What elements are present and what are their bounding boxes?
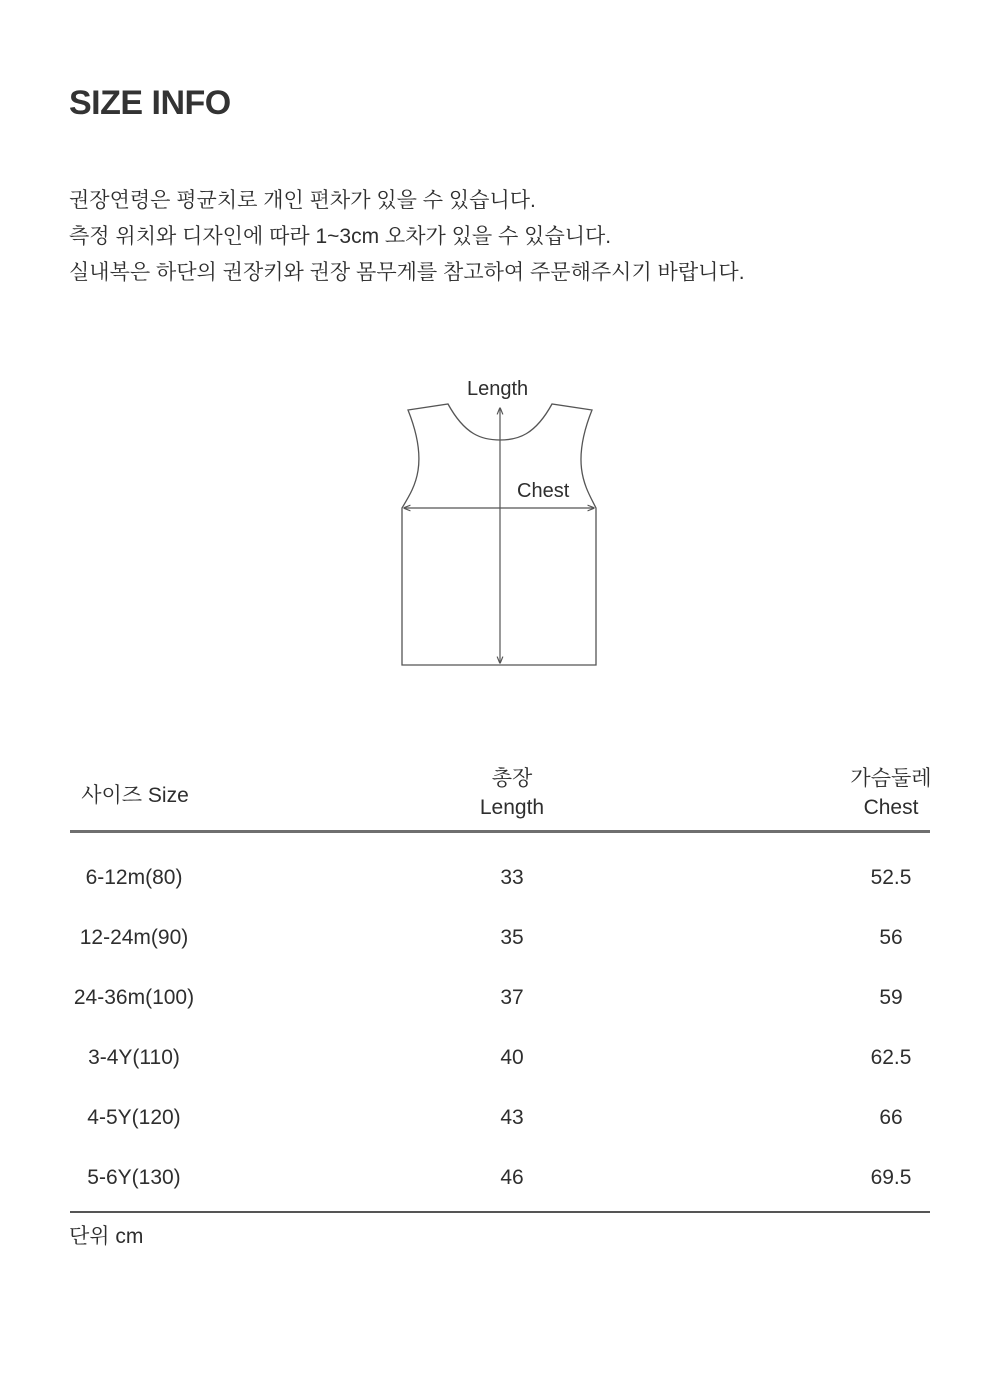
table-bottom-divider [70,1211,930,1213]
table-row [70,1148,930,1208]
cell-length: 46 [500,1166,524,1189]
cell-length: 35 [500,926,524,949]
cell-size: 3-4Y(110) [88,1046,180,1069]
cell-chest: 69.5 [870,1166,912,1189]
notes [69,183,745,291]
cell-length: 40 [500,1046,524,1069]
cell-size: 5-6Y(130) [87,1166,181,1189]
cell-chest: 56 [879,926,903,949]
table-row [70,908,930,968]
note-line: 권장연령은 평균치로 개인 편차가 있을 수 있습니다. [69,189,536,212]
cell-chest: 59 [879,986,903,1009]
cell-size: 12-24m(90) [79,926,189,949]
table-row [70,1028,930,1088]
cell-length: 37 [500,986,524,1009]
note-line: 실내복은 하단의 권장키와 권장 몸무게를 참고하여 주문해주시기 바랍니다. [69,261,745,284]
header-chest [841,764,941,822]
header-length-ko: 총장 [491,767,533,790]
length-label: Length [467,378,529,400]
chest-label: Chest [517,480,570,502]
vest-outline-illustration [380,370,620,680]
note-line: 측정 위치와 디자인에 따라 1~3cm 오차가 있을 수 있습니다. [69,225,612,248]
table-row [70,848,930,908]
table-row [70,968,930,1028]
header-chest-en: Chest [863,796,919,819]
table-body [70,848,930,1208]
table-row [70,1088,930,1148]
cell-chest: 66 [879,1106,903,1129]
cell-chest: 62.5 [870,1046,912,1069]
header-size: 사이즈 Size [81,784,189,807]
header-chest-ko: 가슴둘레 [850,767,932,790]
page-title: SIZE INFO [69,84,231,122]
cell-size: 24-36m(100) [73,986,195,1009]
cell-size: 6-12m(80) [85,866,183,889]
cell-size: 4-5Y(120) [87,1106,181,1129]
table-header [70,760,930,830]
unit-note: 단위 cm [69,1225,144,1248]
cell-length: 43 [500,1106,524,1129]
cell-length: 33 [500,866,524,889]
size-table [70,760,932,1189]
header-length [462,764,562,822]
header-divider [70,830,930,833]
vest-measurement-diagram [380,370,620,680]
cell-chest: 52.5 [870,866,912,889]
header-length-en: Length [479,796,545,819]
